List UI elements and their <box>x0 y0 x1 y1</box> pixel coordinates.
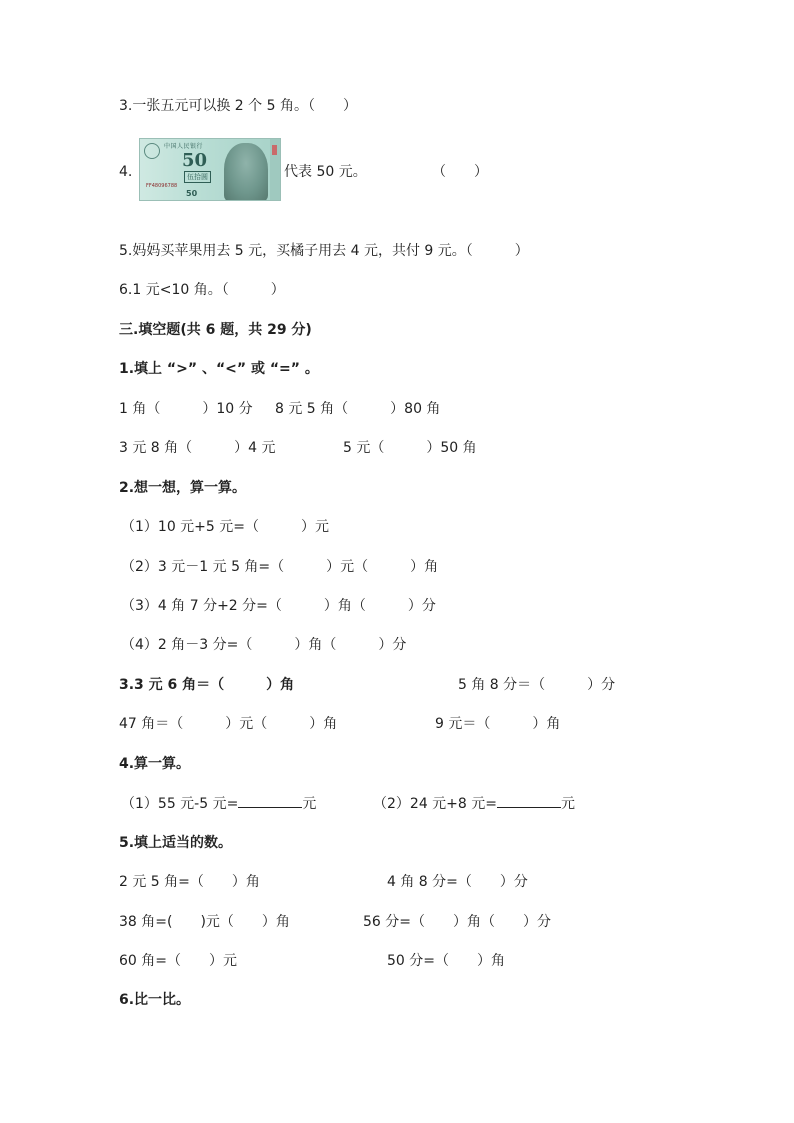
section-title: 三.填空题(共 6 题，共 29 分) <box>119 322 312 338</box>
banknote-denomination: 50 <box>182 150 208 171</box>
banknote-red-mark <box>272 145 277 155</box>
p2-item1: （1）10 元+5 元=（ ）元 <box>121 519 329 535</box>
p4-item1-answer-blank[interactable] <box>238 793 302 808</box>
banknote-unit-text: 伍拾圆 <box>184 171 211 183</box>
judge-q6: 6.1 元<10 角。（ ） <box>119 282 285 298</box>
p3-c: 47 角＝（ ）元（ ）角 <box>119 716 338 732</box>
judge-q3: 3.一张五元可以换 2 个 5 角。（ ） <box>119 98 357 114</box>
judge-q4-number: 4. <box>119 164 133 180</box>
portrait-icon <box>224 143 268 201</box>
p5-b: 4 角 8 分=（ ）分 <box>387 874 528 890</box>
banknote-bottom-value: 50 <box>186 189 198 198</box>
p5-a: 2 元 5 角=（ ）角 <box>119 874 260 890</box>
p3-b: 5 角 8 分＝（ ）分 <box>458 677 616 693</box>
p2-item4: （4）2 角－3 分=（ ）角（ ）分 <box>121 637 407 653</box>
banknote-50-yuan-image <box>139 138 281 201</box>
banknote-serial: FF48096788 <box>146 183 178 189</box>
p5-c: 38 角=( )元（ ）角 <box>119 914 290 930</box>
p1-row2-b: 5 元（ ）50 角 <box>343 440 477 456</box>
p4-item2-expr: （2）24 元+8 元= <box>373 796 497 812</box>
p5-e: 60 角=（ ）元 <box>119 953 237 969</box>
p6-title: 6.比一比。 <box>119 992 191 1008</box>
p5-d: 56 分=（ ）角（ ）分 <box>363 914 551 930</box>
p2-title: 2.想一想，算一算。 <box>119 480 247 496</box>
judge-q4-text: 代表 50 元。 <box>284 164 367 180</box>
national-emblem-icon <box>144 143 160 159</box>
banknote-top-text: 中国人民银行 <box>164 143 204 150</box>
p1-row2-a: 3 元 8 角（ ）4 元 <box>119 440 276 456</box>
p3-d: 9 元＝（ ）角 <box>435 716 561 732</box>
p3-a: 3.3 元 6 角＝（ ）角 <box>119 677 295 693</box>
p4-title: 4.算一算。 <box>119 756 191 772</box>
p2-item2: （2）3 元－1 元 5 角=（ ）元（ ）角 <box>121 559 439 575</box>
p1-row1-b: 8 元 5 角（ ）80 角 <box>275 401 441 417</box>
p5-title: 5.填上适当的数。 <box>119 835 233 851</box>
p2-item3: （3）4 角 7 分+2 分=（ ）角（ ）分 <box>121 598 436 614</box>
judge-q5: 5.妈妈买苹果用去 5 元，买橘子用去 4 元，共付 9 元。（ ） <box>119 243 529 259</box>
p5-f: 50 分=（ ）角 <box>387 953 505 969</box>
p4-item2-answer-blank[interactable] <box>497 793 561 808</box>
p4-item1-expr: （1）55 元-5 元= <box>121 796 239 812</box>
p4-item2-unit: 元 <box>561 796 575 812</box>
judge-q4-paren: （ ） <box>432 164 488 180</box>
p1-title: 1.填上 “>” 、“<” 或 “=” 。 <box>119 361 319 377</box>
p4-item1-unit: 元 <box>302 796 317 812</box>
p1-row1-a: 1 角（ ）10 分 <box>119 401 253 417</box>
p4-item1 <box>121 793 316 814</box>
p4-item2 <box>373 793 575 814</box>
